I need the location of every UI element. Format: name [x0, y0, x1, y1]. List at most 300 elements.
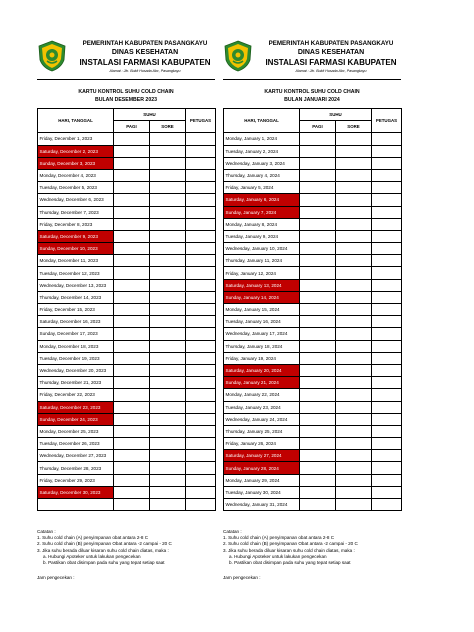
pagi-cell[interactable]	[300, 267, 336, 279]
date-cell: Monday, January 8, 2024	[224, 218, 300, 230]
date-cell: Thursday, December 28, 2023	[38, 462, 114, 474]
petugas-cell[interactable]	[372, 425, 402, 437]
note-3: 3. Jika suhu berada diluar kisaran suhu cold chain diatas, maka :	[223, 547, 355, 553]
sore-cell[interactable]	[150, 255, 186, 267]
table-row	[38, 462, 216, 474]
petugas-cell[interactable]	[186, 291, 216, 303]
notes-heading: Catatan :	[37, 529, 56, 534]
petugas-cell[interactable]	[372, 243, 402, 255]
table-row	[224, 279, 402, 291]
pagi-cell[interactable]	[114, 145, 150, 157]
petugas-cell[interactable]	[372, 462, 402, 474]
petugas-cell[interactable]	[372, 474, 402, 486]
date-cell: Wednesday, January 31, 2024	[224, 499, 300, 511]
date-cell: Wednesday, December 20, 2023	[38, 364, 114, 376]
regency-emblem-icon	[223, 40, 253, 72]
pagi-cell[interactable]	[300, 243, 336, 255]
table-row	[38, 389, 216, 401]
sore-cell[interactable]	[336, 389, 372, 401]
table-row	[38, 328, 216, 340]
sore-cell[interactable]	[150, 316, 186, 328]
pagi-cell[interactable]	[300, 279, 336, 291]
sore-cell[interactable]	[150, 438, 186, 450]
note-3a: a. Hubungi Apoteker untuk lakukan pengecekan	[229, 553, 327, 559]
sore-cell[interactable]	[336, 462, 372, 474]
pagi-cell[interactable]	[114, 316, 150, 328]
temperature-table	[223, 108, 402, 511]
petugas-cell[interactable]	[186, 182, 216, 194]
sore-cell[interactable]	[336, 438, 372, 450]
pagi-cell[interactable]	[300, 328, 336, 340]
column-header-petugas: PETUGAS	[372, 109, 402, 133]
petugas-cell[interactable]	[186, 438, 216, 450]
note-3: 3. Jika suhu berada diluar kisaran suhu cold chain diatas, maka :	[37, 547, 169, 553]
date-cell: Tuesday, January 30, 2024	[224, 486, 300, 498]
table-row	[38, 340, 216, 352]
pagi-cell[interactable]	[300, 450, 336, 462]
institution-name: INSTALASI FARMASI KABUPATEN	[265, 58, 397, 67]
sore-cell[interactable]	[336, 304, 372, 316]
sore-cell[interactable]	[336, 255, 372, 267]
sore-cell[interactable]	[150, 291, 186, 303]
notes-heading: Catatan :	[223, 529, 242, 534]
date-cell: Thursday, January 25, 2024	[224, 425, 300, 437]
pagi-cell[interactable]	[114, 401, 150, 413]
pagi-cell[interactable]	[300, 377, 336, 389]
sore-cell[interactable]	[336, 328, 372, 340]
pagi-cell[interactable]	[300, 462, 336, 474]
date-cell: Friday, December 8, 2023	[38, 218, 114, 230]
pagi-cell[interactable]	[300, 389, 336, 401]
table-row	[38, 145, 216, 157]
sore-cell[interactable]	[150, 474, 186, 486]
petugas-cell[interactable]	[186, 267, 216, 279]
table-row	[224, 389, 402, 401]
petugas-cell[interactable]	[372, 291, 402, 303]
sore-cell[interactable]	[336, 133, 372, 145]
sore-cell[interactable]	[150, 267, 186, 279]
sore-cell[interactable]	[336, 340, 372, 352]
letterhead	[223, 38, 401, 82]
petugas-cell[interactable]	[186, 133, 216, 145]
pagi-cell[interactable]	[300, 182, 336, 194]
pagi-cell[interactable]	[114, 413, 150, 425]
petugas-cell[interactable]	[186, 218, 216, 230]
note-3b: b. Pastikan obat disimpan pada suhu yang tepat setiap saat	[229, 560, 351, 566]
petugas-cell[interactable]	[372, 133, 402, 145]
sore-cell[interactable]	[150, 206, 186, 218]
table-row	[224, 352, 402, 364]
petugas-cell[interactable]	[186, 364, 216, 376]
pagi-cell[interactable]	[300, 194, 336, 206]
sore-cell[interactable]	[336, 401, 372, 413]
pagi-cell[interactable]	[300, 352, 336, 364]
table-row	[38, 133, 216, 145]
petugas-cell[interactable]	[186, 194, 216, 206]
pagi-cell[interactable]	[114, 425, 150, 437]
pagi-cell[interactable]	[114, 182, 150, 194]
pagi-cell[interactable]	[114, 291, 150, 303]
pagi-cell[interactable]	[114, 267, 150, 279]
pagi-cell[interactable]	[300, 157, 336, 169]
check-time-label: Jam pengecekan :	[37, 575, 75, 581]
date-cell: Monday, January 15, 2024	[224, 304, 300, 316]
table-row	[224, 328, 402, 340]
pagi-cell[interactable]	[300, 218, 336, 230]
pagi-cell[interactable]	[300, 133, 336, 145]
sore-cell[interactable]	[336, 316, 372, 328]
sore-cell[interactable]	[150, 230, 186, 242]
date-cell: Sunday, January 14, 2024	[224, 291, 300, 303]
sore-cell[interactable]	[150, 218, 186, 230]
table-row	[38, 474, 216, 486]
date-cell: Saturday, December 23, 2023	[38, 401, 114, 413]
petugas-cell[interactable]	[186, 377, 216, 389]
petugas-cell[interactable]	[372, 279, 402, 291]
pagi-cell[interactable]	[300, 291, 336, 303]
petugas-cell[interactable]	[186, 279, 216, 291]
sore-cell[interactable]	[336, 267, 372, 279]
petugas-cell[interactable]	[186, 340, 216, 352]
sore-cell[interactable]	[150, 133, 186, 145]
date-cell: Sunday, December 10, 2023	[38, 243, 114, 255]
table-row	[224, 340, 402, 352]
date-cell: Monday, December 25, 2023	[38, 425, 114, 437]
date-cell: Monday, December 18, 2023	[38, 340, 114, 352]
petugas-cell[interactable]	[372, 413, 402, 425]
table-row	[38, 267, 216, 279]
date-cell: Sunday, January 28, 2024	[224, 462, 300, 474]
note-2: 2. Suhu cold chain (B) penyimpanan Obat antara -2 campai - 20 C	[37, 541, 172, 547]
sore-cell[interactable]	[336, 425, 372, 437]
petugas-cell[interactable]	[372, 145, 402, 157]
header-divider	[223, 79, 401, 80]
address: Alamat : Jln. Bukit Husada Abc, Pasangkayu	[109, 69, 181, 73]
sore-cell[interactable]	[336, 243, 372, 255]
petugas-cell[interactable]	[186, 401, 216, 413]
petugas-cell[interactable]	[372, 230, 402, 242]
pagi-cell[interactable]	[114, 255, 150, 267]
table-row	[224, 243, 402, 255]
pagi-cell[interactable]	[114, 206, 150, 218]
regency-emblem-icon	[37, 40, 67, 72]
petugas-cell[interactable]	[186, 413, 216, 425]
date-cell: Sunday, December 24, 2023	[38, 413, 114, 425]
petugas-cell[interactable]	[186, 206, 216, 218]
date-cell: Friday, January 26, 2024	[224, 438, 300, 450]
card-title: KARTU KONTROL SUHU COLD CHAIN	[264, 89, 360, 95]
petugas-cell[interactable]	[372, 377, 402, 389]
petugas-cell[interactable]	[372, 389, 402, 401]
date-cell: Wednesday, January 3, 2024	[224, 157, 300, 169]
table-row	[224, 499, 402, 511]
sore-cell[interactable]	[336, 230, 372, 242]
table-row	[224, 413, 402, 425]
petugas-cell[interactable]	[186, 304, 216, 316]
table-row	[38, 291, 216, 303]
table-row	[38, 182, 216, 194]
petugas-cell[interactable]	[372, 267, 402, 279]
sore-cell[interactable]	[150, 243, 186, 255]
date-cell: Thursday, December 21, 2023	[38, 377, 114, 389]
sore-cell[interactable]	[336, 364, 372, 376]
sore-cell[interactable]	[150, 364, 186, 376]
sore-cell[interactable]	[336, 352, 372, 364]
date-cell: Saturday, December 2, 2023	[38, 145, 114, 157]
pagi-cell[interactable]	[300, 413, 336, 425]
department-name: DINAS KESEHATAN	[297, 49, 365, 56]
pagi-cell[interactable]	[114, 462, 150, 474]
petugas-cell[interactable]	[372, 499, 402, 511]
sore-cell[interactable]	[150, 182, 186, 194]
petugas-cell[interactable]	[372, 304, 402, 316]
pagi-cell[interactable]	[114, 474, 150, 486]
institution-name: INSTALASI FARMASI KABUPATEN	[79, 58, 211, 67]
table-row	[38, 279, 216, 291]
date-cell: Monday, December 11, 2023	[38, 255, 114, 267]
address: Alamat : Jln. Bukit Husada Abc, Pasangkayu	[295, 69, 367, 73]
petugas-cell[interactable]	[372, 182, 402, 194]
date-cell: Friday, December 1, 2023	[38, 133, 114, 145]
sore-cell[interactable]	[336, 279, 372, 291]
sore-cell[interactable]	[336, 169, 372, 181]
pagi-cell[interactable]	[114, 194, 150, 206]
date-cell: Sunday, January 21, 2024	[224, 377, 300, 389]
date-cell: Saturday, January 27, 2024	[224, 450, 300, 462]
petugas-cell[interactable]	[372, 255, 402, 267]
date-cell: Friday, December 29, 2023	[38, 474, 114, 486]
sore-cell[interactable]	[150, 304, 186, 316]
petugas-cell[interactable]	[372, 169, 402, 181]
pagi-cell[interactable]	[114, 328, 150, 340]
sore-cell[interactable]	[150, 413, 186, 425]
pagi-cell[interactable]	[114, 377, 150, 389]
date-cell: Saturday, December 30, 2023	[38, 486, 114, 498]
petugas-cell[interactable]	[372, 328, 402, 340]
pagi-cell[interactable]	[300, 255, 336, 267]
pagi-cell[interactable]	[114, 352, 150, 364]
sore-cell[interactable]	[336, 291, 372, 303]
sore-cell[interactable]	[150, 145, 186, 157]
letterhead	[37, 38, 215, 82]
petugas-cell[interactable]	[186, 425, 216, 437]
sore-cell[interactable]	[336, 377, 372, 389]
column-header-sore: SORE	[150, 121, 186, 133]
pagi-cell[interactable]	[114, 450, 150, 462]
date-cell: Friday, December 22, 2023	[38, 389, 114, 401]
petugas-cell[interactable]	[186, 474, 216, 486]
pagi-cell[interactable]	[300, 145, 336, 157]
date-cell: Tuesday, December 19, 2023	[38, 352, 114, 364]
table-body	[224, 133, 402, 511]
sore-cell[interactable]	[150, 401, 186, 413]
petugas-cell[interactable]	[372, 352, 402, 364]
date-cell: Saturday, December 16, 2023	[38, 316, 114, 328]
sore-cell[interactable]	[336, 218, 372, 230]
date-cell: Wednesday, December 13, 2023	[38, 279, 114, 291]
check-time-label: Jam pengecekan :	[223, 575, 261, 581]
sore-cell[interactable]	[336, 474, 372, 486]
card-title: KARTU KONTROL SUHU COLD CHAIN	[78, 89, 174, 95]
petugas-cell[interactable]	[372, 194, 402, 206]
petugas-cell[interactable]	[372, 157, 402, 169]
date-cell: Friday, December 15, 2023	[38, 304, 114, 316]
petugas-cell[interactable]	[186, 462, 216, 474]
note-1: 1. Suhu cold chain (A) penyimpanan obat antara 2-8 C	[223, 535, 335, 541]
pagi-cell[interactable]	[300, 304, 336, 316]
pagi-cell[interactable]	[300, 316, 336, 328]
petugas-cell[interactable]	[186, 486, 216, 498]
sore-cell[interactable]	[150, 340, 186, 352]
sore-cell[interactable]	[336, 499, 372, 511]
petugas-cell[interactable]	[186, 499, 216, 511]
pagi-cell[interactable]	[114, 133, 150, 145]
petugas-cell[interactable]	[186, 352, 216, 364]
date-cell: Monday, January 29, 2024	[224, 474, 300, 486]
pagi-cell[interactable]	[300, 206, 336, 218]
date-cell: Thursday, December 7, 2023	[38, 206, 114, 218]
date-cell: Sunday, December 17, 2023	[38, 328, 114, 340]
pagi-cell[interactable]	[114, 157, 150, 169]
date-cell: Thursday, December 14, 2023	[38, 291, 114, 303]
pagi-cell[interactable]	[114, 340, 150, 352]
sore-cell[interactable]	[150, 499, 186, 511]
government-name: PEMERINTAH KABUPATEN PASANGKAYU	[82, 40, 208, 47]
pagi-cell[interactable]	[300, 499, 336, 511]
sore-cell[interactable]	[150, 169, 186, 181]
table-row	[224, 157, 402, 169]
pagi-cell[interactable]	[300, 169, 336, 181]
pagi-cell[interactable]	[114, 364, 150, 376]
table-row	[224, 182, 402, 194]
date-cell: Wednesday, January 24, 2024	[224, 413, 300, 425]
table-row	[38, 304, 216, 316]
pagi-cell[interactable]	[300, 340, 336, 352]
petugas-cell[interactable]	[372, 364, 402, 376]
petugas-cell[interactable]	[186, 255, 216, 267]
table-row	[224, 364, 402, 376]
pagi-cell[interactable]	[300, 401, 336, 413]
note-3a: a. Hubungi Apoteker untuk lakukan pengecekan	[43, 553, 141, 559]
petugas-cell[interactable]	[186, 243, 216, 255]
sore-cell[interactable]	[150, 389, 186, 401]
sore-cell[interactable]	[336, 486, 372, 498]
table-row	[38, 364, 216, 376]
sore-cell[interactable]	[150, 352, 186, 364]
petugas-cell[interactable]	[186, 328, 216, 340]
petugas-cell[interactable]	[186, 169, 216, 181]
note-2: 2. Suhu cold chain (B) penyimpanan Obat antara -2 campai - 20 C	[223, 541, 358, 547]
pagi-cell[interactable]	[300, 425, 336, 437]
sore-cell[interactable]	[150, 425, 186, 437]
pagi-cell[interactable]	[300, 474, 336, 486]
date-cell	[38, 499, 114, 511]
petugas-cell[interactable]	[372, 206, 402, 218]
pagi-cell[interactable]	[114, 218, 150, 230]
pagi-cell[interactable]	[114, 304, 150, 316]
table-row	[38, 401, 216, 413]
pagi-cell[interactable]	[300, 230, 336, 242]
date-cell: Wednesday, January 17, 2024	[224, 328, 300, 340]
sore-cell[interactable]	[336, 182, 372, 194]
petugas-cell[interactable]	[186, 230, 216, 242]
date-cell: Tuesday, December 5, 2023	[38, 182, 114, 194]
pagi-cell[interactable]	[114, 389, 150, 401]
sore-cell[interactable]	[150, 194, 186, 206]
petugas-cell[interactable]	[372, 316, 402, 328]
petugas-cell[interactable]	[186, 316, 216, 328]
sore-cell[interactable]	[336, 145, 372, 157]
table-row	[38, 230, 216, 242]
sore-cell[interactable]	[150, 486, 186, 498]
date-cell: Friday, January 5, 2024	[224, 182, 300, 194]
pagi-cell[interactable]	[114, 230, 150, 242]
sore-cell[interactable]	[150, 462, 186, 474]
december-card	[37, 38, 215, 511]
date-cell: Wednesday, December 27, 2023	[38, 450, 114, 462]
sore-cell[interactable]	[336, 194, 372, 206]
pagi-cell[interactable]	[300, 486, 336, 498]
pagi-cell[interactable]	[114, 169, 150, 181]
table-row	[38, 352, 216, 364]
pagi-cell[interactable]	[114, 279, 150, 291]
date-cell: Thursday, January 11, 2024	[224, 255, 300, 267]
date-cell: Saturday, January 20, 2024	[224, 364, 300, 376]
card-month: BULAN DESEMBER 2023	[95, 97, 157, 103]
table-row	[224, 194, 402, 206]
table-row	[38, 206, 216, 218]
column-header-pagi: PAGI	[300, 121, 336, 133]
petugas-cell[interactable]	[372, 340, 402, 352]
pagi-cell[interactable]	[114, 499, 150, 511]
pagi-cell[interactable]	[300, 364, 336, 376]
pagi-cell[interactable]	[300, 438, 336, 450]
table-row	[224, 462, 402, 474]
petugas-cell[interactable]	[372, 218, 402, 230]
petugas-cell[interactable]	[372, 438, 402, 450]
table-row	[38, 486, 216, 498]
table-row	[224, 450, 402, 462]
sore-cell[interactable]	[150, 377, 186, 389]
petugas-cell[interactable]	[372, 450, 402, 462]
petugas-cell[interactable]	[372, 401, 402, 413]
sore-cell[interactable]	[150, 279, 186, 291]
table-row	[38, 157, 216, 169]
table-row	[224, 474, 402, 486]
date-cell: Tuesday, January 23, 2024	[224, 401, 300, 413]
date-cell: Friday, January 19, 2024	[224, 352, 300, 364]
date-cell: Monday, January 1, 2024	[224, 133, 300, 145]
sore-cell[interactable]	[150, 328, 186, 340]
petugas-cell[interactable]	[186, 389, 216, 401]
pagi-cell[interactable]	[114, 438, 150, 450]
sore-cell[interactable]	[336, 157, 372, 169]
sore-cell[interactable]	[150, 157, 186, 169]
petugas-cell[interactable]	[186, 157, 216, 169]
table-row	[224, 377, 402, 389]
date-cell: Wednesday, December 6, 2023	[38, 194, 114, 206]
sore-cell[interactable]	[336, 206, 372, 218]
pagi-cell[interactable]	[114, 243, 150, 255]
petugas-cell[interactable]	[186, 145, 216, 157]
column-header-suhu: SUHU	[114, 109, 186, 121]
pagi-cell[interactable]	[114, 486, 150, 498]
sore-cell[interactable]	[336, 413, 372, 425]
sore-cell[interactable]	[336, 450, 372, 462]
petugas-cell[interactable]	[186, 450, 216, 462]
sore-cell[interactable]	[150, 450, 186, 462]
petugas-cell[interactable]	[372, 486, 402, 498]
